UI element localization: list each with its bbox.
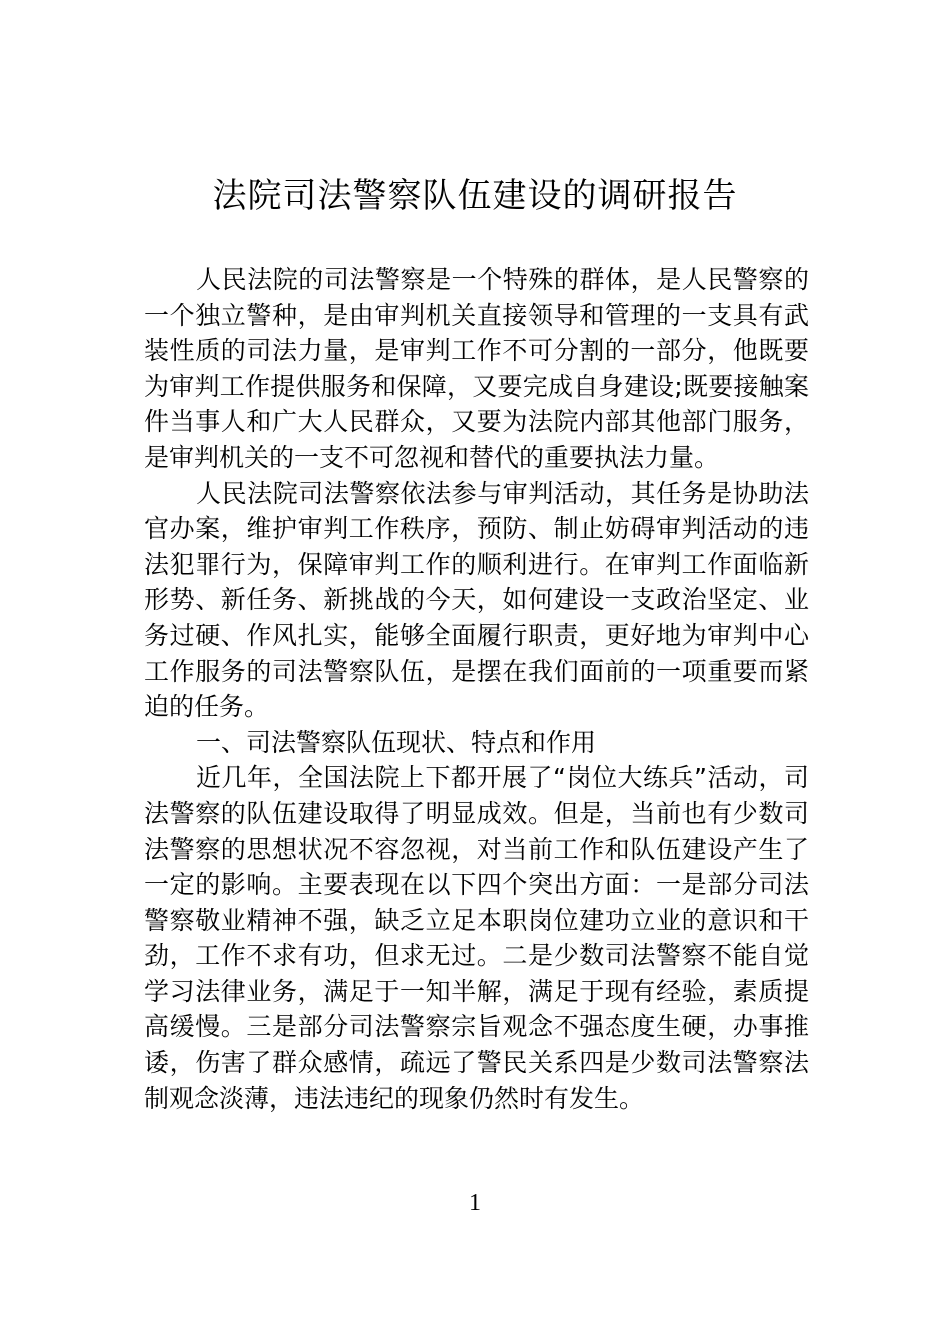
section-heading: 一、司法警察队伍现状、特点和作用: [196, 727, 597, 757]
page-number: 1: [469, 1190, 481, 1216]
document-title: 法院司法警察队伍建设的调研报告: [212, 176, 738, 216]
paragraph-intro-1: 人民法院的司法警察是一个特殊的群体，是人民警察的一个独立警种，是由审判机关直接领导和管理的一支具有武装性质的司法力量，是审判工作不可分割的一部分，他既要为审判工作提供服务和保障，又要完成自身建设;既要接触案件当事人和广大人民群众，又要为法院内部其他部门服务，是审判机关的一支不可忽视和替代的重要执法力量。: [144, 265, 809, 472]
paragraph-section-1: 近几年，全国法院上下都开展了“岗位大练兵”活动，司法警察的队伍建设取得了明显成效。但是，当前也有少数司法警察的思想状况不容忽视，对当前工作和队伍建设产生了一定的影响。主要表现在以下四个突出方面：一是部分司法警察敬业精神不强，缺乏立足本职岗位建功立业的意识和干劲，工作不求有功，但求无过。二是少数司法警察不能自觉学习法律业务，满足于一知半解，满足于现有经验，素质提高缓慢。三是部分司法警察宗旨观念不强态度生硬，办事推诿，伤害了群众感情，疏远了警民关系四是少数司法警察法制观念淡薄，违法违纪的现象仍然时有发生。: [144, 763, 809, 1113]
document-body: [144, 262, 809, 1116]
paragraph-intro-2: 人民法院司法警察依法参与审判活动，其任务是协助法官办案，维护审判工作秩序，预防、制止妨碍审判活动的违法犯罪行为，保障审判工作的顺利进行。在审判工作面临新形势、新任务、新挑战的今天，如何建设一支政治坚定、业务过硬、作风扎实，能够全面履行职责，更好地为审判中心工作服务的司法警察队伍，是摆在我们面前的一项重要而紧迫的任务。: [144, 478, 809, 722]
